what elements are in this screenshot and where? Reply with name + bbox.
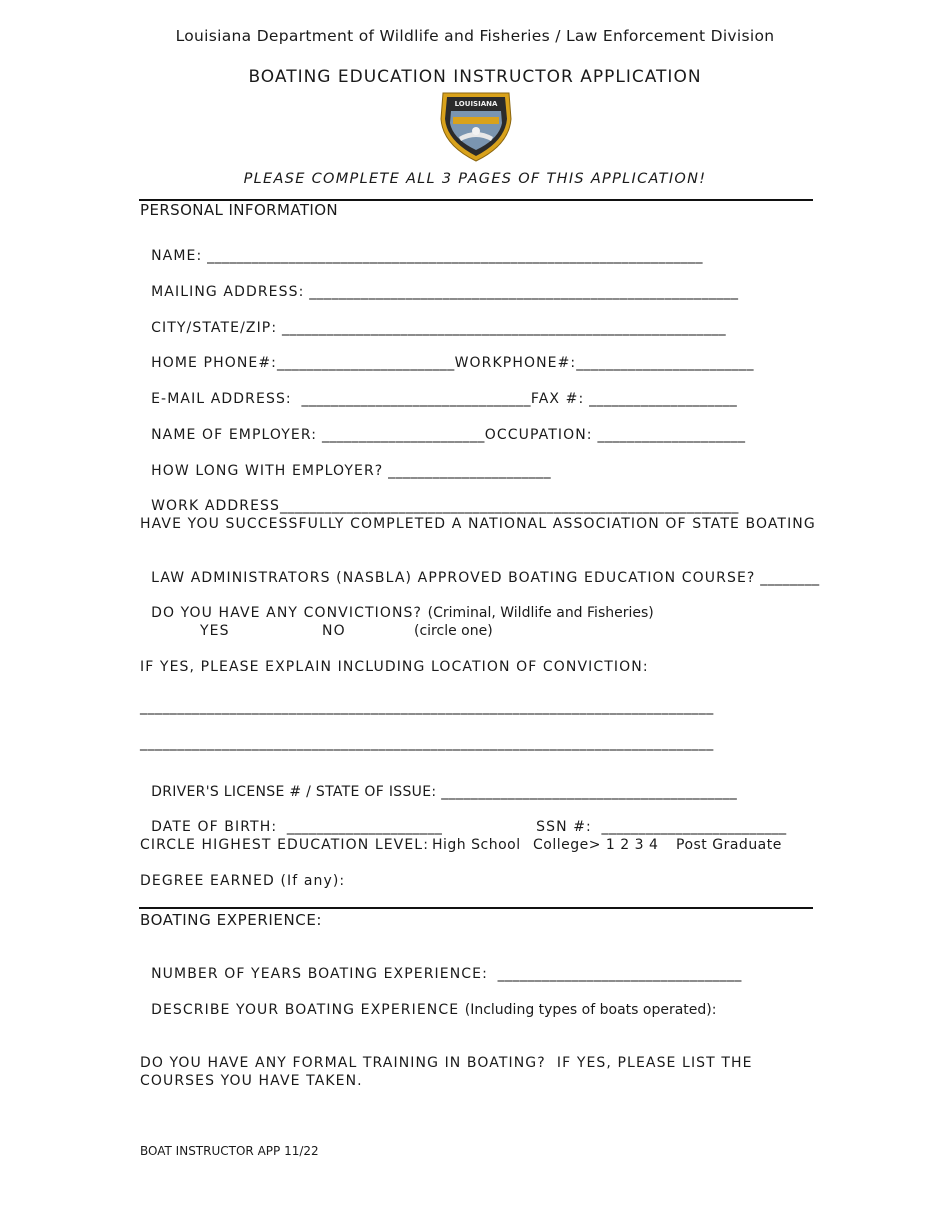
education-label: CIRCLE HIGHEST EDUCATION LEVEL: xyxy=(140,837,430,853)
section-divider xyxy=(139,907,813,909)
convictions-note: (Criminal, Wildlife and Fisheries) xyxy=(427,605,654,621)
form-footer-id: BOAT INSTRUCTOR APP 11/22 xyxy=(140,1144,319,1158)
nasbla-question-line1: HAVE YOU SUCCESSFULLY COMPLETED A NATIONAL ASSOCIATION OF STATE BOATING xyxy=(140,516,816,532)
employment-length-input[interactable]: ______________________ xyxy=(383,463,551,479)
employment-length-label: HOW LONG WITH EMPLOYER? xyxy=(151,463,384,479)
boating-description-label: DESCRIBE YOUR BOATING EXPERIENCE xyxy=(151,1002,460,1018)
education-high-school-option[interactable]: High School xyxy=(432,837,521,853)
city-state-zip-field xyxy=(140,301,726,337)
home-phone-input[interactable]: ________________________ xyxy=(277,355,455,371)
occupation-input[interactable]: ____________________ xyxy=(592,427,746,443)
dob-label: DATE OF BIRTH: xyxy=(151,819,278,835)
boating-years-input[interactable]: _________________________________ xyxy=(487,966,742,982)
mailing-address-label: MAILING ADDRESS: xyxy=(151,284,305,300)
degree-earned-label: DEGREE EARNED (If any): xyxy=(140,873,346,889)
agency-name: Louisiana Department of Wildlife and Fisheries / Law Enforcement Division xyxy=(175,27,775,45)
yes-option[interactable]: YES xyxy=(200,623,230,639)
occupation-label: OCCUPATION: xyxy=(484,427,593,443)
conviction-explain-input-1[interactable]: _____________________________________________________________________________ xyxy=(140,699,714,715)
work-address-field xyxy=(140,479,739,515)
work-address-label: WORK ADDRESS xyxy=(151,498,281,514)
complete-all-pages-notice: PLEASE COMPLETE ALL 3 PAGES OF THIS APPLICATION! xyxy=(243,171,707,187)
conviction-explain-input-2[interactable]: _____________________________________________________________________________ xyxy=(140,735,714,751)
circle-one-hint: (circle one) xyxy=(414,623,493,639)
employer-occupation-fields xyxy=(140,408,745,444)
mailing-address-input[interactable]: __________________________________________________________ xyxy=(304,284,739,300)
nasbla-answer-input[interactable]: ________ xyxy=(755,570,820,586)
name-input[interactable]: ___________________________________________________________________ xyxy=(202,248,703,264)
employment-length-field xyxy=(140,444,551,480)
page-title: BOATING EDUCATION INSTRUCTOR APPLICATION xyxy=(248,67,702,87)
fax-label: FAX #: xyxy=(530,391,585,407)
drivers-license-label: DRIVER'S LICENSE # / STATE OF ISSUE: xyxy=(151,784,437,800)
svg-text:LOUISIANA: LOUISIANA xyxy=(454,100,498,108)
phone-fields xyxy=(140,336,754,372)
ssn-input[interactable]: _________________________ xyxy=(591,819,787,835)
boating-experience-heading: BOATING EXPERIENCE: xyxy=(140,911,323,929)
dob-field xyxy=(140,800,442,836)
nasbla-question-line2 xyxy=(140,551,820,587)
work-address-input[interactable]: ______________________________________________________________ xyxy=(280,498,739,514)
work-phone-label: WORKPHONE#: xyxy=(454,355,577,371)
boating-description-note: (Including types of boats operated): xyxy=(464,1002,717,1018)
ldwf-seal-logo xyxy=(437,89,515,163)
no-option[interactable]: NO xyxy=(322,623,346,639)
fax-input[interactable]: ____________________ xyxy=(584,391,738,407)
city-state-zip-label: CITY/STATE/ZIP: xyxy=(151,320,278,336)
boating-years-field xyxy=(140,947,742,983)
formal-training-question-line1: DO YOU HAVE ANY FORMAL TRAINING IN BOATING? IF YES, PLEASE LIST THE xyxy=(140,1055,753,1071)
ssn-label: SSN #: xyxy=(536,819,592,835)
name-label: NAME: xyxy=(151,248,203,264)
conviction-explain-label: IF YES, PLEASE EXPLAIN INCLUDING LOCATION OF CONVICTION: xyxy=(140,659,649,675)
employer-label: NAME OF EMPLOYER: xyxy=(151,427,318,443)
work-phone-input[interactable]: ________________________ xyxy=(576,355,754,371)
boating-description-question xyxy=(140,983,716,1019)
employer-input[interactable]: ______________________ xyxy=(317,427,485,443)
email-input[interactable]: _______________________________ xyxy=(291,391,531,407)
personal-information-heading: PERSONAL INFORMATION xyxy=(140,201,339,219)
convictions-question xyxy=(140,586,654,622)
formal-training-question-line2: COURSES YOU HAVE TAKEN. xyxy=(140,1073,363,1089)
dob-input[interactable]: _____________________ xyxy=(277,819,443,835)
education-college-option[interactable]: College> 1 2 3 4 xyxy=(533,837,659,853)
name-field xyxy=(140,229,703,265)
education-post-graduate-option[interactable]: Post Graduate xyxy=(676,837,782,853)
mailing-address-field xyxy=(140,265,738,301)
ssn-field xyxy=(525,800,787,836)
convictions-label: DO YOU HAVE ANY CONVICTIONS? xyxy=(151,605,423,621)
email-label: E-MAIL ADDRESS: xyxy=(151,391,292,407)
email-fax-fields xyxy=(140,372,737,408)
boating-years-label: NUMBER OF YEARS BOATING EXPERIENCE: xyxy=(151,966,488,982)
drivers-license-input[interactable]: ________________________________________ xyxy=(436,784,738,800)
city-state-zip-input[interactable]: ____________________________________________________________ xyxy=(277,320,727,336)
nasbla-question-label: LAW ADMINISTRATORS (NASBLA) APPROVED BOATING EDUCATION COURSE? xyxy=(151,570,756,586)
drivers-license-field xyxy=(140,765,737,801)
home-phone-label: HOME PHONE#: xyxy=(151,355,277,371)
